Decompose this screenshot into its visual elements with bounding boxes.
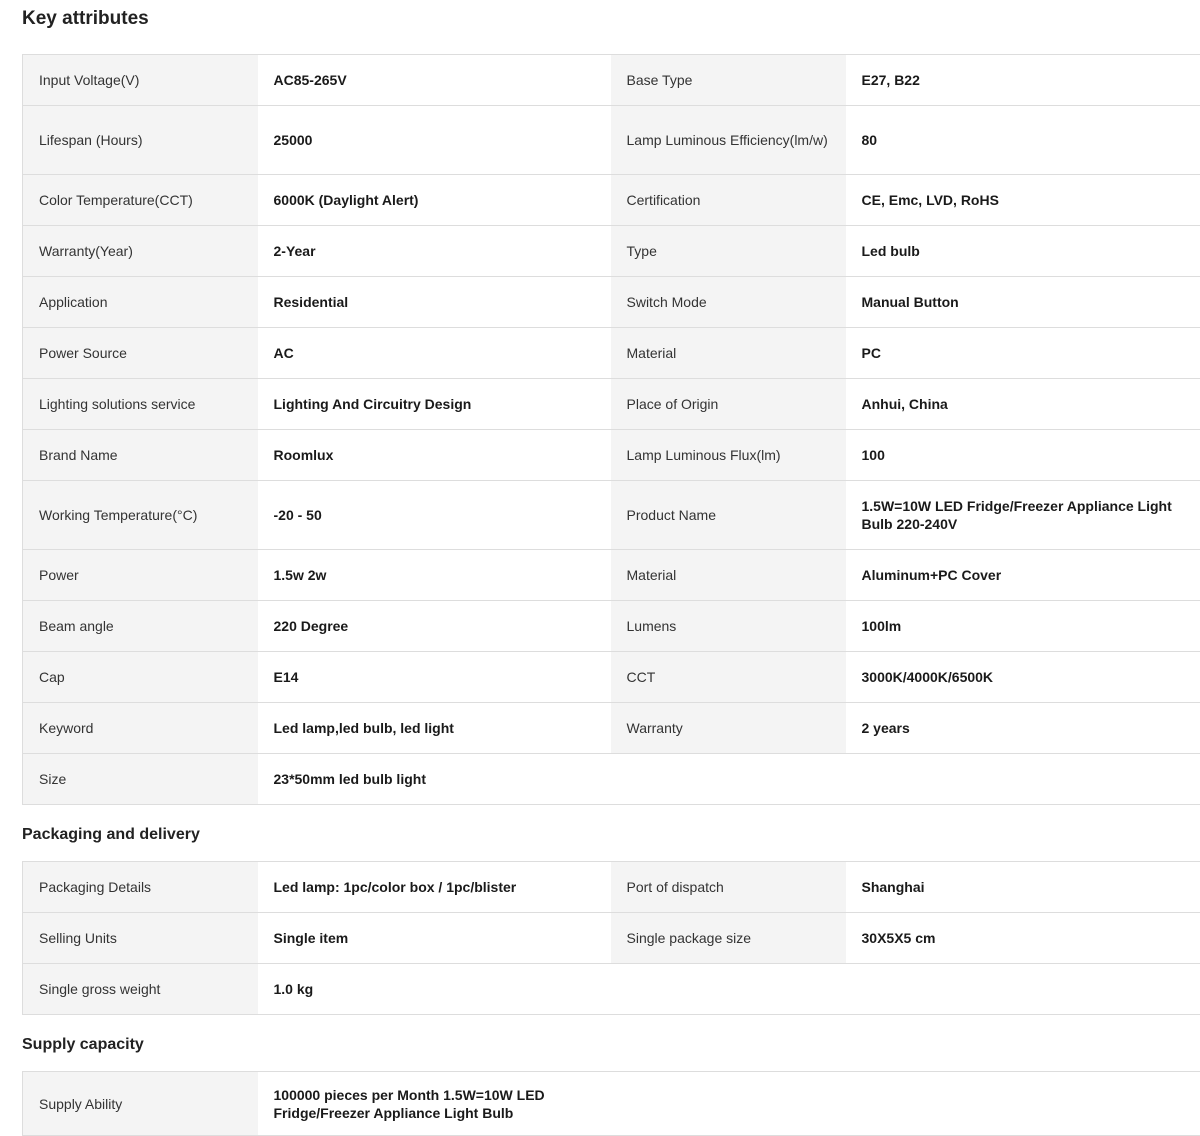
attribute-label: Single gross weight: [23, 964, 258, 1015]
attribute-label: Input Voltage(V): [23, 55, 258, 106]
attribute-label: Keyword: [23, 703, 258, 754]
key-attributes-table: [22, 54, 1200, 805]
attribute-value: 2-Year: [258, 226, 611, 277]
empty-cell: [611, 964, 846, 1015]
attribute-value: PC: [846, 328, 1200, 379]
attribute-value: 2 years: [846, 703, 1200, 754]
empty-cell: [611, 1072, 846, 1136]
attribute-value: Aluminum+PC Cover: [846, 550, 1200, 601]
table-row: [23, 328, 1200, 379]
attribute-value: 1.5W=10W LED Fridge/Freezer Appliance Light Bulb 220-240V: [846, 481, 1200, 550]
attribute-value: Led bulb: [846, 226, 1200, 277]
attribute-label: Warranty(Year): [23, 226, 258, 277]
attribute-label: Working Temperature(°C): [23, 481, 258, 550]
attribute-label: Product Name: [611, 481, 846, 550]
attribute-value: 100lm: [846, 601, 1200, 652]
attribute-label: Beam angle: [23, 601, 258, 652]
attribute-label: Cap: [23, 652, 258, 703]
attribute-label: Material: [611, 328, 846, 379]
table-row: [23, 652, 1200, 703]
attribute-value: 80: [846, 106, 1200, 175]
attribute-value: E14: [258, 652, 611, 703]
attribute-value: Led lamp: 1pc/color box / 1pc/blister: [258, 862, 611, 913]
attribute-label: Packaging Details: [23, 862, 258, 913]
table-row: [23, 964, 1200, 1015]
attribute-label: Base Type: [611, 55, 846, 106]
attribute-label: Color Temperature(CCT): [23, 175, 258, 226]
empty-cell: [846, 964, 1200, 1015]
attribute-value: Residential: [258, 277, 611, 328]
attribute-label: Lamp Luminous Flux(lm): [611, 430, 846, 481]
table-row: [23, 862, 1200, 913]
table-row: [23, 226, 1200, 277]
attribute-value: CE, Emc, LVD, RoHS: [846, 175, 1200, 226]
attribute-value: 1.5w 2w: [258, 550, 611, 601]
attribute-value: AC: [258, 328, 611, 379]
supply-capacity-table: [22, 1071, 1200, 1136]
attribute-value: AC85-265V: [258, 55, 611, 106]
attribute-label: Lifespan (Hours): [23, 106, 258, 175]
attribute-value: 220 Degree: [258, 601, 611, 652]
key-attributes-title: Key attributes: [22, 8, 149, 30]
table-row: [23, 175, 1200, 226]
attribute-label: Power Source: [23, 328, 258, 379]
attribute-label: Place of Origin: [611, 379, 846, 430]
attribute-label: Lighting solutions service: [23, 379, 258, 430]
attribute-value: 6000K (Daylight Alert): [258, 175, 611, 226]
empty-cell: [611, 754, 846, 805]
attribute-label: Single package size: [611, 913, 846, 964]
attribute-value: Manual Button: [846, 277, 1200, 328]
attribute-value: 25000: [258, 106, 611, 175]
attribute-value: 3000K/4000K/6500K: [846, 652, 1200, 703]
attribute-label: Warranty: [611, 703, 846, 754]
attribute-label: Supply Ability: [23, 1072, 258, 1136]
attribute-label: Brand Name: [23, 430, 258, 481]
attribute-value: Lighting And Circuitry Design: [258, 379, 611, 430]
attribute-label: Selling Units: [23, 913, 258, 964]
attribute-value: E27, B22: [846, 55, 1200, 106]
attribute-label: Material: [611, 550, 846, 601]
attribute-value: 100000 pieces per Month 1.5W=10W LED Fridge/Freezer Appliance Light Bulb: [258, 1072, 611, 1136]
attribute-label: Application: [23, 277, 258, 328]
attribute-label: Lamp Luminous Efficiency(lm/w): [611, 106, 846, 175]
table-row: [23, 550, 1200, 601]
table-row: [23, 601, 1200, 652]
attribute-label: Switch Mode: [611, 277, 846, 328]
attribute-value: Single item: [258, 913, 611, 964]
attribute-value: 23*50mm led bulb light: [258, 754, 611, 805]
attribute-label: Type: [611, 226, 846, 277]
attribute-value: Led lamp,led bulb, led light: [258, 703, 611, 754]
attribute-label: Certification: [611, 175, 846, 226]
attribute-value: Roomlux: [258, 430, 611, 481]
attribute-label: Lumens: [611, 601, 846, 652]
table-row: [23, 379, 1200, 430]
attribute-label: CCT: [611, 652, 846, 703]
empty-cell: [846, 754, 1200, 805]
table-row: [23, 754, 1200, 805]
table-row: [23, 481, 1200, 550]
attribute-value: 100: [846, 430, 1200, 481]
attribute-value: 1.0 kg: [258, 964, 611, 1015]
table-row: [23, 55, 1200, 106]
attribute-value: Shanghai: [846, 862, 1200, 913]
attribute-value: -20 - 50: [258, 481, 611, 550]
attribute-label: Power: [23, 550, 258, 601]
attribute-label: Size: [23, 754, 258, 805]
table-row: [23, 106, 1200, 175]
table-row: [23, 277, 1200, 328]
table-row: [23, 430, 1200, 481]
table-row: [23, 1072, 1200, 1136]
packaging-table: [22, 861, 1200, 1015]
attribute-label: Port of dispatch: [611, 862, 846, 913]
table-row: [23, 703, 1200, 754]
attribute-value: Anhui, China: [846, 379, 1200, 430]
packaging-title: Packaging and delivery: [22, 826, 200, 844]
empty-cell: [846, 1072, 1200, 1136]
supply-capacity-title: Supply capacity: [22, 1036, 144, 1054]
attribute-value: 30X5X5 cm: [846, 913, 1200, 964]
table-row: [23, 913, 1200, 964]
